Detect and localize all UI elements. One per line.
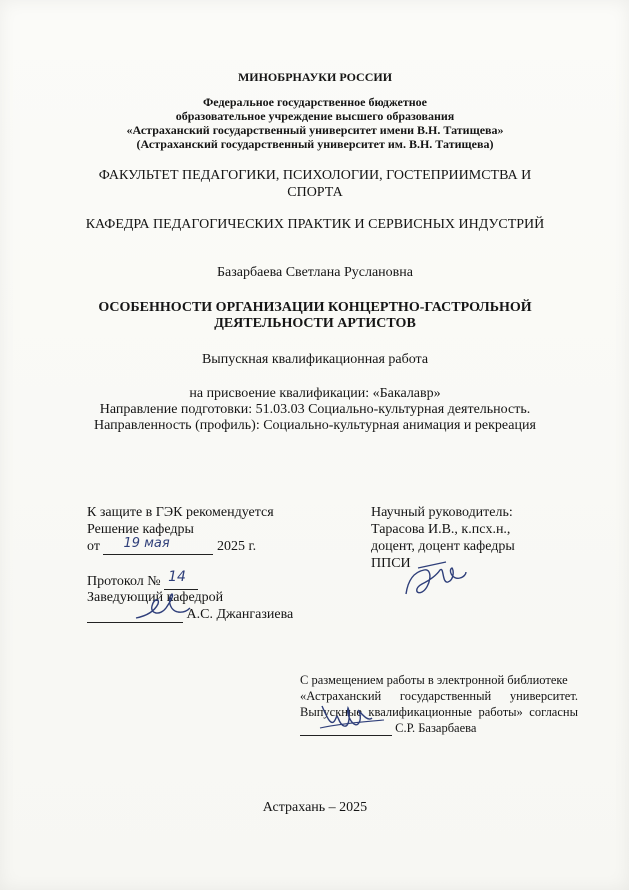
date-prefix: от <box>87 539 100 554</box>
supervisor-line-2: Тарасова И.В., к.пcх.н., <box>371 522 511 537</box>
supervisor-signature <box>400 558 470 604</box>
institution-line-1: Федеральное государственное бюджетное <box>202 95 427 109</box>
head-name: А.С. Джангазиева <box>186 607 294 622</box>
faculty-line-1: ФАКУЛЬТЕТ ПЕДАГОГИКИ, ПСИХОЛОГИИ, ГОСТЕПРИИМСТВА И <box>98 168 532 183</box>
profile: Направленность (профиль): Социально-культурная анимация и рекреация <box>94 418 536 433</box>
faculty-line-2: СПОРТА <box>287 185 343 200</box>
supervisor-line-1: Научный руководитель: <box>371 505 513 520</box>
institution-line-4: (Астраханский государственный университет им. В.Н. Татищева) <box>136 137 494 151</box>
head-label: Заведующий кафедрой <box>87 590 224 605</box>
handwritten-protocol-number: 14 <box>168 569 186 585</box>
handwritten-date: 19 мая <box>123 536 170 551</box>
institution-line-3: «Астраханский государственный университет имени В.Н. Татищева» <box>126 123 504 137</box>
defense-date-row <box>87 536 257 555</box>
date-suffix: 2025 г. <box>216 539 257 554</box>
date-blank <box>103 536 213 555</box>
publication-line-1: С размещением работы в электронной библиотеке <box>300 673 568 687</box>
author-name: Базарбаева Светлана Руслановна <box>217 265 413 280</box>
publication-line-3: Выпускные квалификационные работы» согласны <box>300 705 578 719</box>
city-year: Астрахань – 2025 <box>262 800 368 815</box>
publication-signer: С.Р. Базарбаева <box>395 721 477 735</box>
work-type: Выпускная квалификационная работа <box>201 352 429 367</box>
direction: Направление подготовки: 51.03.03 Социально-культурная деятельность. <box>99 402 531 417</box>
ministry-header: МИНОБРНАУКИ РОССИИ <box>237 70 393 84</box>
defense-line-1: К защите в ГЭК рекомендуется <box>87 505 274 520</box>
qualification: на присвоение квалификации: «Бакалавр» <box>189 386 441 401</box>
supervisor-line-4: ППСИ <box>371 556 411 571</box>
defense-line-2: Решение кафедры <box>87 522 194 537</box>
institution-line-2: образовательное учреждение высшего образования <box>175 109 455 123</box>
thesis-title-line-2: ДЕЯТЕЛЬНОСТИ АРТИСТОВ <box>214 316 416 331</box>
protocol-label: Протокол № <box>87 574 161 589</box>
department: КАФЕДРА ПЕДАГОГИЧЕСКИХ ПРАКТИК И СЕРВИСНЫХ ИНДУСТРИЙ <box>85 217 545 232</box>
thesis-title-line-1: ОСОБЕННОСТИ ОРГАНИЗАЦИИ КОНЦЕРТНО-ГАСТРОЛЬНОЙ <box>98 300 532 315</box>
supervisor-line-3: доцент, доцент кафедры <box>371 539 515 554</box>
publication-line-2: «Астраханский государственный университет. <box>300 689 578 703</box>
author-signature <box>318 698 388 740</box>
head-signature <box>132 586 192 626</box>
